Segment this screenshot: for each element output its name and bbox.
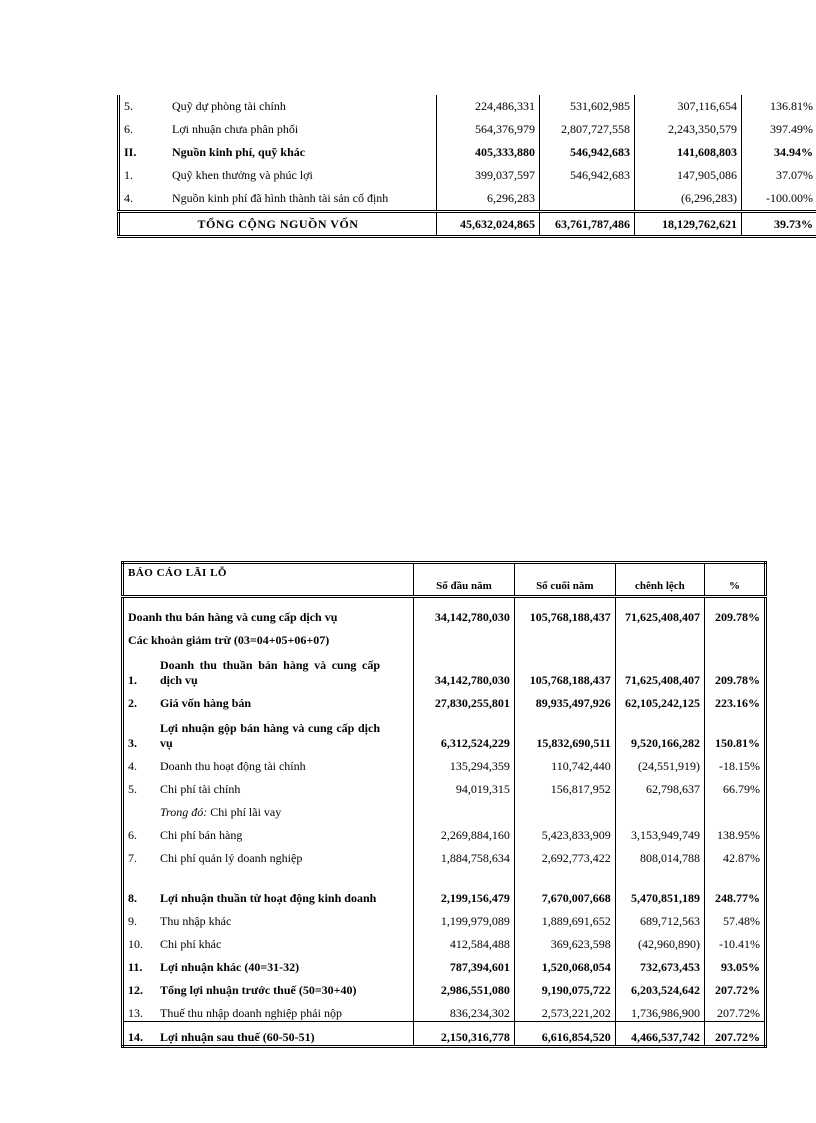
percent-change xyxy=(705,797,766,820)
opening-balance: 27,830,255,801 xyxy=(414,688,515,711)
row-label-cell xyxy=(123,975,414,998)
profit-loss-row xyxy=(123,929,766,952)
opening-balance: 2,150,316,778 xyxy=(414,1022,515,1047)
profit-loss-row xyxy=(123,820,766,843)
row-label: Lợi nhuận sau thuế (60-50-51) xyxy=(160,1030,315,1044)
difference xyxy=(615,797,704,820)
opening-balance: 135,294,359 xyxy=(414,751,515,774)
row-number: 7. xyxy=(128,851,137,865)
row-label-wrap xyxy=(128,782,409,797)
row-label-wrap xyxy=(128,759,409,774)
percent-change: 209.78% xyxy=(705,597,766,626)
row-label-prefix: Trong đó: xyxy=(160,805,208,819)
row-label-cell xyxy=(123,906,414,929)
percent-change: -10.41% xyxy=(705,929,766,952)
row-number: 3. xyxy=(128,736,137,750)
row-label-cell xyxy=(123,751,414,774)
closing-balance xyxy=(514,797,615,820)
opening-balance: 412,584,488 xyxy=(414,929,515,952)
row-label-cell xyxy=(123,797,414,820)
row-number: 13. xyxy=(128,1006,143,1020)
row-label-cell xyxy=(123,843,414,866)
closing-balance: 531,602,985 xyxy=(540,95,635,118)
row-label: Chi phí bán hàng xyxy=(160,828,243,842)
row-number: 6. xyxy=(128,828,137,842)
total-opening-balance: 45,632,024,865 xyxy=(437,212,540,237)
profit-loss-row xyxy=(123,906,766,929)
header-difference: chênh lệch xyxy=(615,563,704,597)
closing-balance: 7,670,007,668 xyxy=(514,866,615,906)
percent-change: 42.87% xyxy=(705,843,766,866)
opening-balance: 564,376,979 xyxy=(437,118,540,141)
closing-balance: 2,807,727,558 xyxy=(540,118,635,141)
row-number: 4. xyxy=(128,759,137,773)
row-label-cell xyxy=(123,625,414,648)
row-label-cell xyxy=(123,597,414,626)
percent-change: 207.72% xyxy=(705,998,766,1022)
row-number: II. xyxy=(124,145,137,159)
closing-balance: 546,942,683 xyxy=(540,141,635,164)
difference: 1,736,986,900 xyxy=(615,998,704,1022)
row-number: 9. xyxy=(128,914,137,928)
difference: (6,296,283) xyxy=(635,187,742,212)
total-difference: 18,129,762,621 xyxy=(635,212,742,237)
profit-loss-row xyxy=(123,1022,766,1047)
closing-balance: 5,423,833,909 xyxy=(514,820,615,843)
balance-sheet-table xyxy=(117,95,816,238)
profit-loss-row xyxy=(123,843,766,866)
row-label: Lợi nhuận gộp bán hàng và cung cấp dịch vụ xyxy=(160,721,380,750)
row-number: 1. xyxy=(128,673,137,687)
row-label: Thu nhập khác xyxy=(160,914,232,928)
difference: 5,470,851,189 xyxy=(615,866,704,906)
profit-loss-row xyxy=(123,688,766,711)
row-label-cell xyxy=(123,952,414,975)
row-label-cell xyxy=(123,929,414,952)
closing-balance: 546,942,683 xyxy=(540,164,635,187)
difference: 4,466,537,742 xyxy=(615,1022,704,1047)
opening-balance: 405,333,880 xyxy=(437,141,540,164)
difference: (42,960,890) xyxy=(615,929,704,952)
percent-change: 138.95% xyxy=(705,820,766,843)
row-label-wrap xyxy=(128,914,409,929)
opening-balance: 1,884,758,634 xyxy=(414,843,515,866)
row-label: Lợi nhuận thuần từ hoạt động kinh doanh xyxy=(160,891,377,905)
difference: 141,608,803 xyxy=(635,141,742,164)
closing-balance: 6,616,854,520 xyxy=(514,1022,615,1047)
percent-change: 223.16% xyxy=(705,688,766,711)
row-label-cell xyxy=(123,688,414,711)
row-label: Thuế thu nhập doanh nghiệp phải nộp xyxy=(160,1006,342,1020)
row-label-wrap xyxy=(128,721,409,751)
opening-balance: 34,142,780,030 xyxy=(414,648,515,688)
difference: 689,712,563 xyxy=(615,906,704,929)
difference: 307,116,654 xyxy=(635,95,742,118)
percent-change: 136.81% xyxy=(742,95,816,118)
row-label-wrap xyxy=(128,1030,409,1045)
row-label: Doanh thu hoạt động tài chính xyxy=(160,759,306,773)
closing-balance: 1,889,691,652 xyxy=(514,906,615,929)
profit-loss-row xyxy=(123,648,766,688)
row-number: 12. xyxy=(128,983,143,997)
row-label-text: Chi phí lãi vay xyxy=(210,805,282,819)
percent-change: 209.78% xyxy=(705,648,766,688)
row-label-wrap xyxy=(128,696,409,711)
row-label: Chi phí tài chính xyxy=(160,782,241,796)
difference: 71,625,408,407 xyxy=(615,597,704,626)
closing-balance: 1,520,068,054 xyxy=(514,952,615,975)
row-label-wrap xyxy=(128,851,409,866)
percent-change: 397.49% xyxy=(742,118,816,141)
profit-loss-table xyxy=(121,561,767,1048)
balance-row xyxy=(119,187,816,212)
row-label-cell xyxy=(123,866,414,906)
difference: 62,798,637 xyxy=(615,774,704,797)
row-number: 5. xyxy=(128,782,137,796)
difference: 9,520,166,282 xyxy=(615,711,704,751)
opening-balance xyxy=(414,625,515,648)
profit-loss-row xyxy=(123,711,766,751)
balance-row xyxy=(119,95,816,118)
profit-loss-header-row xyxy=(123,563,766,597)
row-label: Nguồn kinh phí đã hình thành tài sản cố định xyxy=(172,191,389,205)
balance-row xyxy=(119,164,816,187)
row-label: Chi phí quản lý doanh nghiệp xyxy=(160,851,303,865)
row-label-wrap xyxy=(128,1006,409,1021)
total-closing-balance: 63,761,787,486 xyxy=(540,212,635,237)
difference: 71,625,408,407 xyxy=(615,648,704,688)
opening-balance: 94,019,315 xyxy=(414,774,515,797)
row-label: Chi phí khác xyxy=(160,937,222,951)
row-number: 8. xyxy=(128,891,137,905)
row-label: Doanh thu bán hàng và cung cấp dịch vụ xyxy=(128,610,338,624)
opening-balance: 6,296,283 xyxy=(437,187,540,212)
percent-change: 248.77% xyxy=(705,866,766,906)
opening-balance: 2,269,884,160 xyxy=(414,820,515,843)
header-percent: % xyxy=(705,563,766,597)
difference: 6,203,524,642 xyxy=(615,975,704,998)
opening-balance: 224,486,331 xyxy=(437,95,540,118)
percent-change: 57.48% xyxy=(705,906,766,929)
opening-balance xyxy=(414,797,515,820)
percent-change: -100.00% xyxy=(742,187,816,212)
row-label: Quỹ dự phòng tài chính xyxy=(172,99,286,113)
row-number: 6. xyxy=(124,122,133,136)
row-label: Quỹ khen thưởng và phúc lợi xyxy=(172,168,313,182)
row-label-cell xyxy=(123,774,414,797)
profit-loss-row xyxy=(123,866,766,906)
profit-loss-row xyxy=(123,952,766,975)
percent-change: 207.72% xyxy=(705,975,766,998)
row-label: Lợi nhuận chưa phân phối xyxy=(172,122,299,136)
profit-loss-row xyxy=(123,975,766,998)
difference: 732,673,453 xyxy=(615,952,704,975)
percent-change: 93.05% xyxy=(705,952,766,975)
difference: 62,105,242,125 xyxy=(615,688,704,711)
row-number: 5. xyxy=(124,99,133,113)
profit-loss-row xyxy=(123,625,766,648)
opening-balance: 34,142,780,030 xyxy=(414,597,515,626)
profit-loss-row xyxy=(123,597,766,626)
row-number: 1. xyxy=(124,168,133,182)
row-number: 10. xyxy=(128,937,143,951)
percent-change: 34.94% xyxy=(742,141,816,164)
row-number: 4. xyxy=(124,191,133,205)
row-label xyxy=(160,805,380,820)
row-label-wrap xyxy=(128,658,409,688)
percent-change xyxy=(705,625,766,648)
balance-row xyxy=(119,118,816,141)
total-percent-change: 39.73% xyxy=(742,212,816,237)
closing-balance: 2,573,221,202 xyxy=(514,998,615,1022)
row-label: Giá vốn hàng bán xyxy=(160,696,252,710)
closing-balance: 89,935,497,926 xyxy=(514,688,615,711)
row-label-cell xyxy=(123,711,414,751)
closing-balance: 2,692,773,422 xyxy=(514,843,615,866)
percent-change: 207.72% xyxy=(705,1022,766,1047)
difference: (24,551,919) xyxy=(615,751,704,774)
closing-balance xyxy=(540,187,635,212)
opening-balance: 787,394,601 xyxy=(414,952,515,975)
percent-change: 66.79% xyxy=(705,774,766,797)
opening-balance: 2,986,551,080 xyxy=(414,975,515,998)
opening-balance: 399,037,597 xyxy=(437,164,540,187)
row-label-cell xyxy=(123,648,414,688)
balance-sheet-body xyxy=(119,95,816,237)
row-label-wrap xyxy=(128,805,409,820)
closing-balance: 110,742,440 xyxy=(514,751,615,774)
opening-balance: 6,312,524,229 xyxy=(414,711,515,751)
profit-loss-row xyxy=(123,998,766,1022)
row-label: Doanh thu thuần bán hàng và cung cấp dịch vụ xyxy=(160,658,380,687)
closing-balance: 105,768,188,437 xyxy=(514,648,615,688)
difference: 147,905,086 xyxy=(635,164,742,187)
profit-loss-row xyxy=(123,751,766,774)
profit-loss-title: BÁO CÁO LÃI LỖ xyxy=(123,563,414,597)
percent-change: 150.81% xyxy=(705,711,766,751)
balance-total-row xyxy=(119,212,816,237)
row-label: Nguồn kinh phí, quỹ khác xyxy=(172,145,306,159)
row-label: Tổng lợi nhuận trước thuế (50=30+40) xyxy=(160,983,357,997)
row-number: 11. xyxy=(128,960,143,974)
difference: 2,243,350,579 xyxy=(635,118,742,141)
difference xyxy=(615,625,704,648)
row-label-cell xyxy=(123,1022,414,1047)
row-label: Các khoản giảm trừ (03=04+05+06+07) xyxy=(128,633,330,647)
opening-balance: 836,234,302 xyxy=(414,998,515,1022)
row-label-wrap xyxy=(128,937,409,952)
closing-balance: 156,817,952 xyxy=(514,774,615,797)
row-label-cell xyxy=(123,820,414,843)
header-opening-balance: Số đầu năm xyxy=(414,563,515,597)
profit-loss-row xyxy=(123,774,766,797)
closing-balance: 369,623,598 xyxy=(514,929,615,952)
percent-change: -18.15% xyxy=(705,751,766,774)
percent-change: 37.07% xyxy=(742,164,816,187)
row-label-wrap xyxy=(128,891,409,906)
header-closing-balance: Số cuối năm xyxy=(514,563,615,597)
balance-row xyxy=(119,141,816,164)
closing-balance: 105,768,188,437 xyxy=(514,597,615,626)
difference: 3,153,949,749 xyxy=(615,820,704,843)
row-label-wrap xyxy=(128,828,409,843)
row-label-wrap xyxy=(128,983,409,998)
profit-loss-row xyxy=(123,797,766,820)
profit-loss-body xyxy=(123,563,766,1047)
row-label-cell xyxy=(123,998,414,1022)
opening-balance: 2,199,156,479 xyxy=(414,866,515,906)
row-number: 2. xyxy=(128,696,137,710)
row-number: 14. xyxy=(128,1030,143,1044)
total-label: TỔNG CỘNG NGUỒN VỐN xyxy=(119,212,437,237)
closing-balance xyxy=(514,625,615,648)
row-label-wrap xyxy=(128,960,409,975)
difference: 808,014,788 xyxy=(615,843,704,866)
closing-balance: 15,832,690,511 xyxy=(514,711,615,751)
opening-balance: 1,199,979,089 xyxy=(414,906,515,929)
row-label: Lợi nhuận khác (40=31-32) xyxy=(160,960,300,974)
closing-balance: 9,190,075,722 xyxy=(514,975,615,998)
